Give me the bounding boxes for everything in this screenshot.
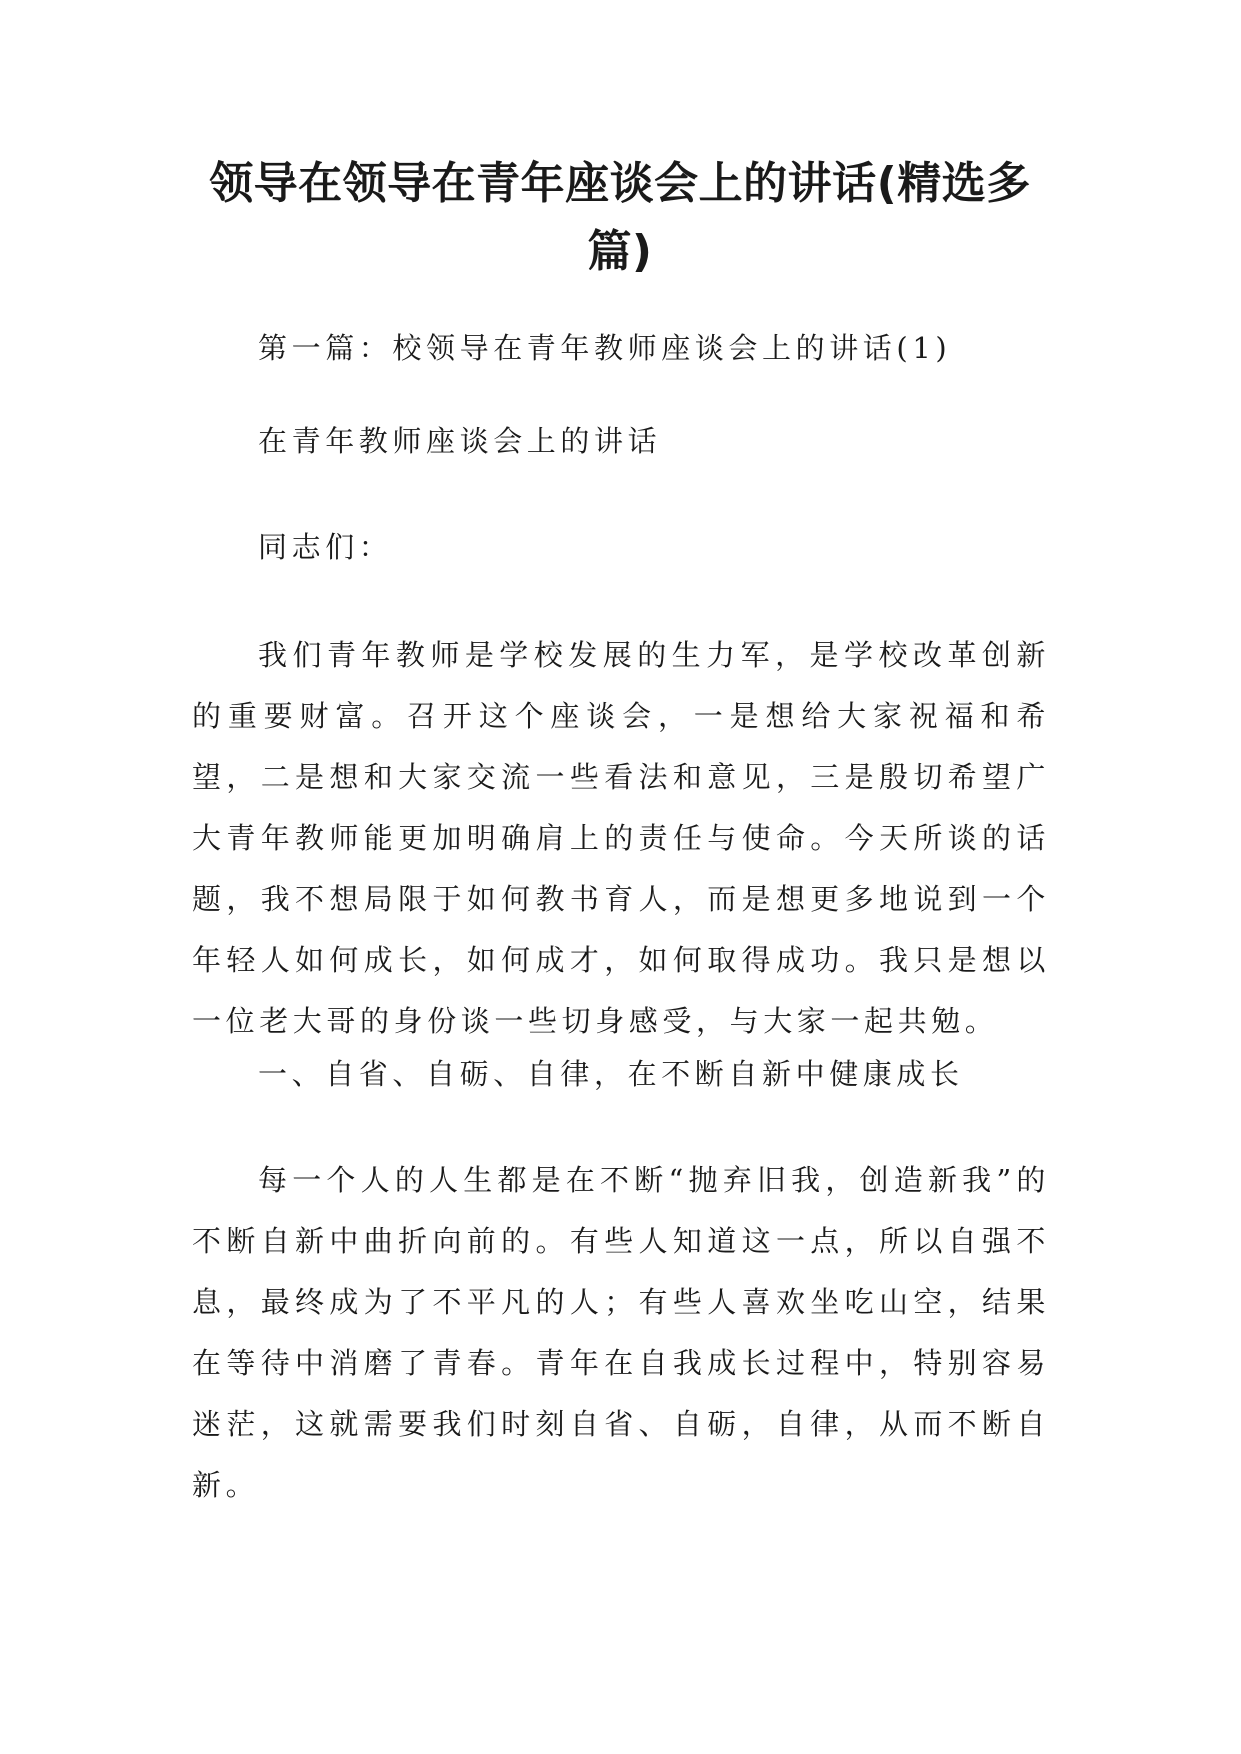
subsection-heading: 一、自省、自砺、自律，在不断自新中健康成长 [258,1057,964,1091]
body-paragraph: 我们青年教师是学校发展的生力军，是学校改革创新的重要财富。召开这个座谈会，一是想给大家祝福和希望，二是想和大家交流一些看法和意见，三是殷切希望广大青年教师能更加明确肩上的责任与使命。今天所谈的话题，我不想局限于如何教书育人，而是想更多地说到一个年轻人如何成长，如何成才，如何取得成功。我只是想以一位老大哥的身份谈一些切身感受，与大家一起共勉。 [192,638,1050,1038]
salutation: 同志们： [258,530,393,564]
body-paragraph: 每一个人的人生都是在不断“抛弃旧我，创造新我”的不断自新中曲折向前的。有些人知道这一点，所以自强不息，最终成为了不平凡的人；有些人喜欢坐吃山空，结果在等待中消磨了青春。青年在自我成长过程中，特别容易迷茫，这就需要我们时刻自省、自砺，自律，从而不断自新。 [192,1163,1050,1502]
document-title: 领导在领导在青年座谈会上的讲话(精选多篇) [209,158,1031,277]
section-heading: 第一篇：校领导在青年教师座谈会上的讲话(1) [258,331,952,365]
speech-title: 在青年教师座谈会上的讲话 [258,424,662,458]
